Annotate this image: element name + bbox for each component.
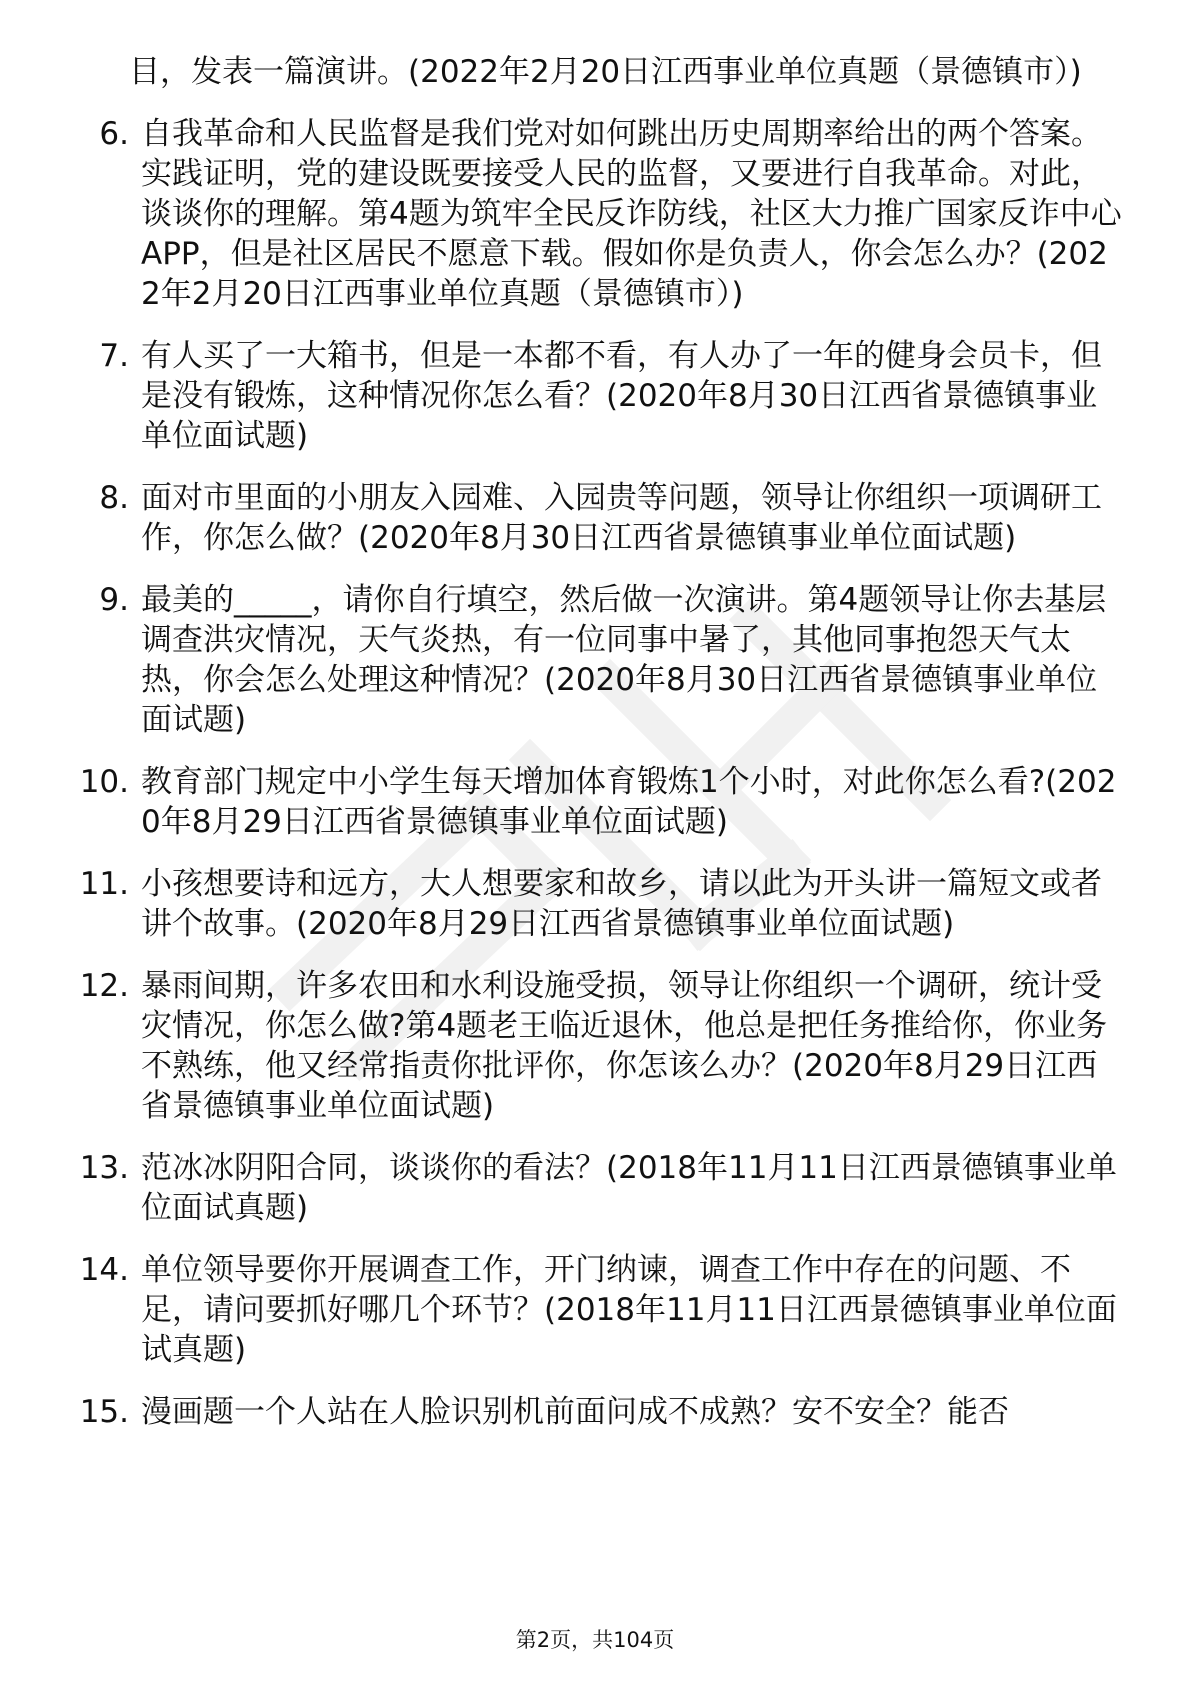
page-footer: 第2页，共104页 — [515, 1628, 675, 1652]
item-number: 11. — [79, 866, 129, 902]
item-text: 单位领导要你开展调查工作，开门纳谏，调查工作中存在的问题、不足，请问要抓好哪几个环节？(2018年11月11日江西景德镇事业单位面试真题) — [141, 1252, 1117, 1368]
list-item — [79, 762, 1122, 842]
item-number: 15. — [79, 1394, 129, 1430]
list-item — [82, 580, 1122, 740]
list-item — [79, 1250, 1122, 1370]
item-number: 8. — [99, 480, 129, 516]
list-item — [79, 864, 1122, 944]
item-number: 12. — [79, 968, 129, 1004]
item-text: 最美的_____，请你自行填空，然后做一次演讲。第4题领导让你去基层调查洪灾情况，天气炎热，有一位同事中暑了，其他同事抱怨天气太热，你会怎么处理这种情况？(2020年8月30日江西省景德镇事业单位面试题) — [141, 582, 1107, 738]
item-text: 面对市里面的小朋友入园难、入园贵等问题，领导让你组织一项调研工作，你怎么做？(2020年8月30日江西省景德镇事业单位面试题) — [141, 480, 1102, 556]
item-number: 10. — [79, 764, 129, 800]
item-text: 漫画题一个人站在人脸识别机前面问成不成熟？安不安全？能否 — [141, 1394, 1009, 1430]
question-list — [79, 52, 1122, 1454]
list-item — [79, 1392, 1122, 1432]
list-item — [82, 114, 1122, 314]
item-number: 14. — [79, 1252, 129, 1288]
item-number: 7. — [99, 338, 129, 374]
item-number: 9. — [99, 582, 129, 618]
item-text: 教育部门规定中小学生每天增加体育锻炼1个小时，对此你怎么看?(2020年8月29日江西省景德镇事业单位面试题) — [141, 764, 1117, 840]
item-number: 13. — [79, 1150, 129, 1186]
item-text: 小孩想要诗和远方，大人想要家和故乡，请以此为开头讲一篇短文或者讲个故事。(2020年8月29日江西省景德镇事业单位面试题) — [141, 866, 1102, 942]
list-item — [82, 336, 1122, 456]
item-text: 有人买了一大箱书，但是一本都不看，有人办了一年的健身会员卡，但是没有锻炼，这种情况你怎么看？(2020年8月30日江西省景德镇事业单位面试题) — [141, 338, 1102, 454]
list-item — [79, 966, 1122, 1126]
item-number: 6. — [99, 116, 129, 152]
list-item — [79, 1148, 1122, 1228]
continued-question-text: 目，发表一篇演讲。(2022年2月20日江西事业单位真题（景德镇市）) — [129, 54, 1082, 90]
item-text: 暴雨间期，许多农田和水利设施受损，领导让你组织一个调研，统计受灾情况，你怎么做?第4题老王临近退休，他总是把任务推给你，你业务不熟练，他又经常指责你批评你，你怎该么办？(2020年8月29日江西省景德镇事业单位面试题) — [141, 968, 1108, 1124]
item-text: 范冰冰阴阳合同，谈谈你的看法？(2018年11月11日江西景德镇事业单位面试真题) — [141, 1150, 1117, 1226]
item-text: 自我革命和人民监督是我们党对如何跳出历史周期率给出的两个答案。实践证明，党的建设既要接受人民的监督，又要进行自我革命。对此，谈谈你的理解。第4题为筑牢全民反诈防线，社区大力推广国家反诈中心APP，但是社区居民不愿意下载。假如你是负责人，你会怎么办？(2022年2月20日江西事业单位真题（景德镇市）) — [141, 116, 1122, 312]
list-item — [82, 478, 1122, 558]
